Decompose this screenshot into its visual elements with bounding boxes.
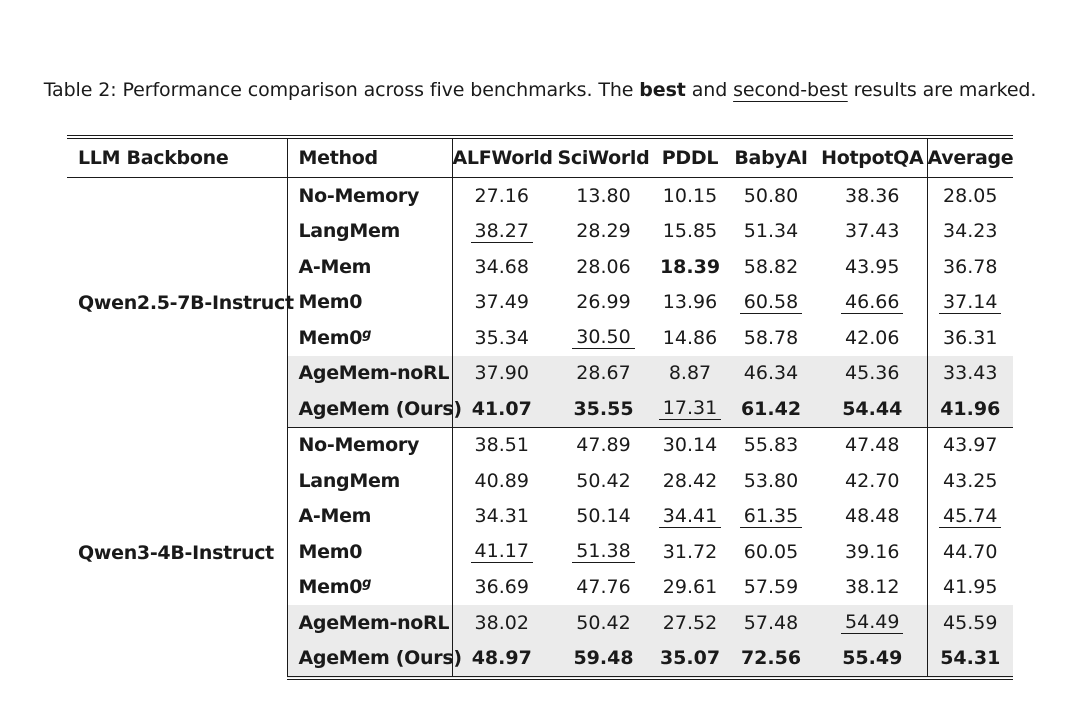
pddl-value: 17.31 <box>659 397 721 420</box>
alfworld-value: 37.49 <box>474 291 529 314</box>
method-cell <box>287 641 462 679</box>
method-cell <box>287 214 452 250</box>
average-value: 41.96 <box>940 397 1001 420</box>
sciworld-cell <box>551 641 656 679</box>
caption-text-after: results are marked. <box>847 79 1037 101</box>
pddl-cell <box>656 391 724 427</box>
hotpotqa-cell <box>818 463 927 499</box>
average-value: 43.25 <box>943 469 998 492</box>
hotpotqa-cell <box>818 320 927 356</box>
pddl-cell <box>656 570 724 606</box>
method-name: AgeMem (Ours) <box>298 397 462 420</box>
method-name: No-Memory <box>298 184 420 207</box>
header-llm-backbone: LLM Backbone <box>67 137 287 178</box>
sciworld-cell <box>551 320 656 356</box>
babyai-cell <box>724 356 818 392</box>
method-superscript: g <box>362 576 372 592</box>
method-superscript: g <box>362 326 372 342</box>
alfworld-value: 27.16 <box>474 184 529 207</box>
alfworld-cell <box>452 391 551 427</box>
hotpotqa-value: 54.49 <box>841 611 903 634</box>
average-value: 34.23 <box>943 220 998 243</box>
pddl-cell <box>656 320 724 356</box>
alfworld-value: 40.89 <box>474 469 529 492</box>
hotpotqa-value: 55.49 <box>842 647 903 670</box>
method-cell <box>287 178 452 214</box>
caption-text-middle: and <box>685 79 734 101</box>
alfworld-value: 48.97 <box>471 647 532 670</box>
babyai-value: 57.48 <box>743 611 799 634</box>
method-cell <box>287 427 452 463</box>
babyai-cell <box>724 178 818 214</box>
hotpotqa-cell <box>818 249 927 285</box>
method-name: AgeMem-noRL <box>298 362 450 385</box>
average-cell <box>927 285 1013 321</box>
babyai-value: 60.58 <box>740 291 802 314</box>
babyai-cell <box>724 320 818 356</box>
pddl-value: 13.96 <box>662 291 718 314</box>
average-cell <box>927 356 1013 392</box>
average-value: 33.43 <box>943 362 998 385</box>
babyai-cell <box>724 214 818 250</box>
average-cell <box>927 499 1013 535</box>
average-cell <box>927 463 1013 499</box>
average-cell <box>927 641 1013 679</box>
pddl-cell <box>656 285 724 321</box>
sciworld-cell <box>551 499 656 535</box>
hotpotqa-value: 48.48 <box>845 505 900 528</box>
method-name: LangMem <box>298 220 401 243</box>
pddl-cell <box>656 356 724 392</box>
average-value: 36.31 <box>943 326 998 349</box>
pddl-value: 29.61 <box>662 576 718 599</box>
hotpotqa-cell <box>818 427 927 463</box>
babyai-value: 61.42 <box>740 397 802 420</box>
sciworld-cell <box>551 249 656 285</box>
alfworld-cell <box>452 320 551 356</box>
method-name: Mem0 <box>298 540 363 563</box>
method-cell <box>287 570 452 606</box>
alfworld-cell <box>452 499 551 535</box>
sciworld-cell <box>551 214 656 250</box>
alfworld-cell <box>452 427 551 463</box>
sciworld-value: 13.80 <box>576 184 631 207</box>
sciworld-value: 26.99 <box>576 291 631 314</box>
hotpotqa-value: 42.06 <box>845 326 900 349</box>
pddl-value: 18.39 <box>659 255 721 278</box>
sciworld-value: 50.14 <box>576 505 631 528</box>
sciworld-value: 59.48 <box>573 647 634 670</box>
method-cell <box>287 534 452 570</box>
babyai-cell <box>724 605 818 641</box>
header-average: Average <box>927 147 1014 169</box>
header-babyai: BabyAI <box>734 147 808 169</box>
pddl-value: 34.41 <box>659 505 721 528</box>
pddl-cell <box>656 427 724 463</box>
header-pddl: PDDL <box>661 147 719 169</box>
alfworld-value: 41.07 <box>471 397 532 420</box>
babyai-value: 46.34 <box>743 362 799 385</box>
babyai-value: 55.83 <box>743 434 799 457</box>
babyai-cell <box>724 463 818 499</box>
babyai-cell <box>724 641 818 679</box>
results-table <box>67 135 1013 680</box>
table-row <box>67 178 1013 214</box>
sciworld-cell <box>551 570 656 606</box>
hotpotqa-cell <box>818 391 927 427</box>
babyai-cell <box>724 534 818 570</box>
alfworld-value: 34.68 <box>474 255 529 278</box>
average-value: 45.74 <box>939 505 1001 528</box>
header-sciworld: SciWorld <box>557 147 650 169</box>
header-row <box>67 137 1013 178</box>
hotpotqa-cell <box>818 214 927 250</box>
method-name: No-Memory <box>298 434 420 457</box>
table-row <box>67 427 1013 463</box>
hotpotqa-value: 42.70 <box>845 469 900 492</box>
babyai-value: 50.80 <box>743 184 799 207</box>
sciworld-value: 50.42 <box>576 469 631 492</box>
group-qwen2-5-7b <box>67 178 1013 428</box>
pddl-value: 35.07 <box>659 647 721 670</box>
pddl-cell <box>656 641 724 679</box>
sciworld-cell <box>551 178 656 214</box>
method-name: A-Mem <box>298 505 372 528</box>
babyai-value: 53.80 <box>743 469 799 492</box>
alfworld-value: 38.02 <box>474 611 529 634</box>
alfworld-cell <box>452 534 551 570</box>
pddl-value: 31.72 <box>662 540 718 563</box>
sciworld-value: 35.55 <box>573 397 634 420</box>
method-cell <box>287 499 452 535</box>
method-cell <box>287 320 452 356</box>
alfworld-value: 41.17 <box>471 540 533 563</box>
average-cell <box>927 605 1013 641</box>
average-cell <box>927 320 1013 356</box>
method-name: Mem0 <box>298 326 363 349</box>
pddl-cell <box>656 463 724 499</box>
babyai-cell <box>724 499 818 535</box>
header-hotpotqa: HotpotQA <box>818 137 927 178</box>
average-cell <box>927 427 1013 463</box>
hotpotqa-value: 38.12 <box>845 576 900 599</box>
babyai-value: 61.35 <box>740 505 802 528</box>
average-value: 45.59 <box>943 611 998 634</box>
pddl-value: 27.52 <box>662 611 718 634</box>
average-cell <box>927 570 1013 606</box>
pddl-cell <box>656 214 724 250</box>
average-value: 44.70 <box>943 540 998 563</box>
sciworld-value: 28.29 <box>576 220 631 243</box>
babyai-value: 58.82 <box>743 255 799 278</box>
hotpotqa-cell <box>818 178 927 214</box>
pddl-value: 10.15 <box>662 184 718 207</box>
alfworld-cell <box>452 641 551 679</box>
method-name: Mem0 <box>298 291 363 314</box>
babyai-value: 57.59 <box>743 576 799 599</box>
babyai-cell <box>724 427 818 463</box>
method-cell <box>287 285 452 321</box>
hotpotqa-value: 45.36 <box>845 362 900 385</box>
babyai-cell <box>724 570 818 606</box>
sciworld-value: 47.89 <box>576 434 631 457</box>
hotpotqa-cell <box>818 605 927 641</box>
babyai-value: 58.78 <box>743 326 799 349</box>
average-value: 28.05 <box>943 184 998 207</box>
pddl-value: 8.87 <box>668 362 712 385</box>
table-caption <box>0 77 1080 103</box>
sciworld-cell <box>551 534 656 570</box>
average-cell <box>927 249 1013 285</box>
pddl-value: 28.42 <box>662 469 718 492</box>
alfworld-cell <box>452 214 551 250</box>
alfworld-value: 38.51 <box>474 434 529 457</box>
hotpotqa-value: 46.66 <box>841 291 903 314</box>
caption-best-word: best <box>639 79 686 101</box>
pddl-cell <box>656 178 724 214</box>
pddl-value: 15.85 <box>662 220 718 243</box>
hotpotqa-cell <box>818 641 927 679</box>
average-value: 36.78 <box>943 255 998 278</box>
alfworld-cell <box>452 570 551 606</box>
pddl-cell <box>656 499 724 535</box>
sciworld-cell <box>551 427 656 463</box>
method-name: LangMem <box>298 469 401 492</box>
method-cell <box>287 356 452 392</box>
hotpotqa-cell <box>818 356 927 392</box>
sciworld-value: 47.76 <box>576 576 631 599</box>
hotpotqa-cell <box>818 570 927 606</box>
average-value: 43.97 <box>943 434 998 457</box>
average-cell <box>927 178 1013 214</box>
alfworld-value: 38.27 <box>471 220 533 243</box>
average-cell <box>927 534 1013 570</box>
hotpotqa-value: 39.16 <box>845 540 900 563</box>
average-value: 54.31 <box>940 647 1001 670</box>
hotpotqa-value: 37.43 <box>845 220 900 243</box>
alfworld-cell <box>452 463 551 499</box>
alfworld-value: 37.90 <box>474 362 529 385</box>
llm-backbone-cell: Qwen3-4B-Instruct <box>67 427 287 678</box>
sciworld-value: 28.67 <box>576 362 631 385</box>
babyai-value: 60.05 <box>743 540 799 563</box>
alfworld-value: 34.31 <box>474 505 529 528</box>
llm-backbone-cell: Qwen2.5-7B-Instruct <box>67 178 287 428</box>
method-name: AgeMem (Ours) <box>298 647 462 670</box>
babyai-cell <box>724 249 818 285</box>
alfworld-cell <box>452 249 551 285</box>
babyai-cell <box>724 391 818 427</box>
alfworld-cell <box>452 356 551 392</box>
average-cell <box>927 214 1013 250</box>
average-value: 41.95 <box>943 576 998 599</box>
sciworld-cell <box>551 391 656 427</box>
method-cell <box>287 391 462 427</box>
method-cell <box>287 463 452 499</box>
table-header <box>67 137 1013 178</box>
pddl-cell <box>656 605 724 641</box>
hotpotqa-cell <box>818 499 927 535</box>
hotpotqa-cell <box>818 534 927 570</box>
group-qwen3-4b <box>67 427 1013 678</box>
sciworld-cell <box>551 285 656 321</box>
alfworld-cell <box>452 285 551 321</box>
sciworld-cell <box>551 605 656 641</box>
sciworld-cell <box>551 356 656 392</box>
method-cell <box>287 249 452 285</box>
pddl-cell <box>656 534 724 570</box>
header-method: Method <box>287 137 452 178</box>
sciworld-value: 51.38 <box>572 540 634 563</box>
hotpotqa-value: 54.44 <box>842 397 903 420</box>
pddl-value: 30.14 <box>662 434 718 457</box>
sciworld-cell <box>551 463 656 499</box>
average-cell <box>927 391 1013 427</box>
hotpotqa-cell <box>818 285 927 321</box>
pddl-value: 14.86 <box>662 326 718 349</box>
sciworld-value: 50.42 <box>576 611 631 634</box>
pddl-cell <box>656 249 724 285</box>
method-cell <box>287 605 452 641</box>
hotpotqa-value: 47.48 <box>845 434 900 457</box>
hotpotqa-value: 38.36 <box>845 184 900 207</box>
header-alfworld: ALFWorld <box>452 147 553 169</box>
sciworld-value: 28.06 <box>576 255 631 278</box>
alfworld-cell <box>452 178 551 214</box>
average-value: 37.14 <box>939 291 1001 314</box>
method-name: A-Mem <box>298 255 372 278</box>
alfworld-cell <box>452 605 551 641</box>
babyai-value: 51.34 <box>743 220 799 243</box>
method-name: Mem0 <box>298 576 363 599</box>
caption-second-best-word: second-best <box>733 79 848 101</box>
babyai-cell <box>724 285 818 321</box>
sciworld-value: 30.50 <box>572 326 634 349</box>
caption-text-before: Table 2: Performance comparison across five benchmarks. The <box>43 79 640 101</box>
method-name: AgeMem-noRL <box>298 611 450 634</box>
alfworld-value: 35.34 <box>474 326 529 349</box>
alfworld-value: 36.69 <box>474 576 529 599</box>
babyai-value: 72.56 <box>740 647 802 670</box>
hotpotqa-value: 43.95 <box>845 255 900 278</box>
